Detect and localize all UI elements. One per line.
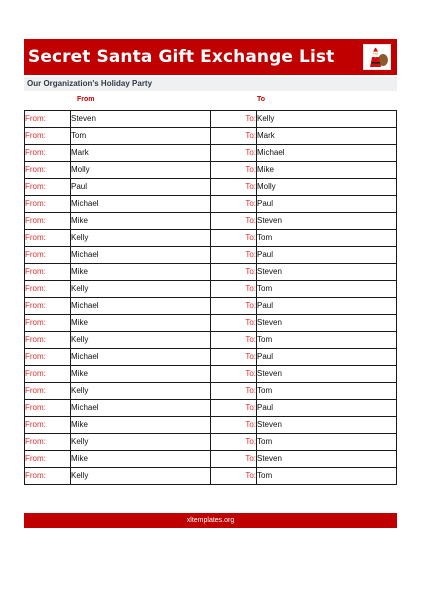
table-row (25, 145, 397, 162)
giver-name: Kelly (71, 383, 211, 400)
to-label: To: (211, 230, 257, 247)
from-label: From: (25, 230, 71, 247)
giver-name: Mike (71, 315, 211, 332)
to-label: To: (211, 213, 257, 230)
giver-name: Michael (71, 196, 211, 213)
table-row (25, 230, 397, 247)
recipient-name: Michael (257, 145, 397, 162)
from-label: From: (25, 247, 71, 264)
from-label: From: (25, 451, 71, 468)
from-label: From: (25, 315, 71, 332)
to-label: To: (211, 196, 257, 213)
table-row (25, 179, 397, 196)
subtitle: Our Organization's Holiday Party (24, 77, 397, 91)
table-row (25, 298, 397, 315)
from-label: From: (25, 213, 71, 230)
column-header-from: From (77, 96, 95, 103)
recipient-name: Paul (257, 298, 397, 315)
recipient-name: Tom (257, 468, 397, 485)
from-label: From: (25, 400, 71, 417)
from-label: From: (25, 332, 71, 349)
from-label: From: (25, 434, 71, 451)
from-label: From: (25, 128, 71, 145)
recipient-name: Kelly (257, 111, 397, 128)
giver-name: Steven (71, 111, 211, 128)
giver-name: Kelly (71, 281, 211, 298)
recipient-name: Mike (257, 162, 397, 179)
recipient-name: Mark (257, 128, 397, 145)
to-label: To: (211, 162, 257, 179)
from-label: From: (25, 366, 71, 383)
to-label: To: (211, 247, 257, 264)
table-row (25, 451, 397, 468)
giver-name: Tom (71, 128, 211, 145)
giver-name: Kelly (71, 434, 211, 451)
to-label: To: (211, 145, 257, 162)
from-label: From: (25, 281, 71, 298)
from-label: From: (25, 179, 71, 196)
to-label: To: (211, 366, 257, 383)
from-label: From: (25, 264, 71, 281)
giver-name: Michael (71, 400, 211, 417)
giver-name: Mark (71, 145, 211, 162)
to-label: To: (211, 298, 257, 315)
from-label: From: (25, 417, 71, 434)
from-label: From: (25, 383, 71, 400)
giver-name: Mike (71, 366, 211, 383)
giver-name: Kelly (71, 468, 211, 485)
from-label: From: (25, 111, 71, 128)
recipient-name: Steven (257, 451, 397, 468)
recipient-name: Molly (257, 179, 397, 196)
recipient-name: Paul (257, 247, 397, 264)
giver-name: Michael (71, 247, 211, 264)
giver-name: Kelly (71, 230, 211, 247)
footer-link[interactable]: xltemplates.org (24, 513, 397, 528)
santa-icon (363, 44, 391, 70)
table-row (25, 366, 397, 383)
recipient-name: Paul (257, 400, 397, 417)
recipient-name: Steven (257, 213, 397, 230)
column-header-to: To (257, 96, 266, 103)
giver-name: Mike (71, 264, 211, 281)
from-label: From: (25, 145, 71, 162)
table-row (25, 281, 397, 298)
from-label: From: (25, 468, 71, 485)
giver-name: Molly (71, 162, 211, 179)
table-row (25, 315, 397, 332)
table-row (25, 264, 397, 281)
giver-name: Mike (71, 451, 211, 468)
table-row (25, 383, 397, 400)
to-label: To: (211, 349, 257, 366)
table-row (25, 162, 397, 179)
recipient-name: Steven (257, 315, 397, 332)
recipient-name: Steven (257, 366, 397, 383)
recipient-name: Tom (257, 230, 397, 247)
table-row (25, 349, 397, 366)
title-banner (24, 39, 397, 75)
recipient-name: Tom (257, 332, 397, 349)
from-label: From: (25, 298, 71, 315)
from-label: From: (25, 349, 71, 366)
to-label: To: (211, 468, 257, 485)
recipient-name: Steven (257, 264, 397, 281)
table-row (25, 434, 397, 451)
table-row (25, 247, 397, 264)
table-row (25, 400, 397, 417)
to-label: To: (211, 417, 257, 434)
to-label: To: (211, 315, 257, 332)
recipient-name: Paul (257, 349, 397, 366)
exchange-table (24, 110, 397, 485)
giver-name: Mike (71, 213, 211, 230)
table-row (25, 196, 397, 213)
from-label: From: (25, 196, 71, 213)
to-label: To: (211, 434, 257, 451)
recipient-name: Tom (257, 434, 397, 451)
recipient-name: Steven (257, 417, 397, 434)
table-row (25, 111, 397, 128)
to-label: To: (211, 111, 257, 128)
giver-name: Michael (71, 298, 211, 315)
to-label: To: (211, 451, 257, 468)
giver-name: Michael (71, 349, 211, 366)
recipient-name: Tom (257, 383, 397, 400)
to-label: To: (211, 264, 257, 281)
table-row (25, 417, 397, 434)
recipient-name: Paul (257, 196, 397, 213)
to-label: To: (211, 383, 257, 400)
to-label: To: (211, 179, 257, 196)
giver-name: Paul (71, 179, 211, 196)
to-label: To: (211, 128, 257, 145)
table-row (25, 128, 397, 145)
to-label: To: (211, 332, 257, 349)
page-title: Secret Santa Gift Exchange List (28, 47, 335, 67)
to-label: To: (211, 400, 257, 417)
table-row (25, 468, 397, 485)
giver-name: Mike (71, 417, 211, 434)
recipient-name: Tom (257, 281, 397, 298)
to-label: To: (211, 281, 257, 298)
table-row (25, 332, 397, 349)
giver-name: Kelly (71, 332, 211, 349)
from-label: From: (25, 162, 71, 179)
table-row (25, 213, 397, 230)
